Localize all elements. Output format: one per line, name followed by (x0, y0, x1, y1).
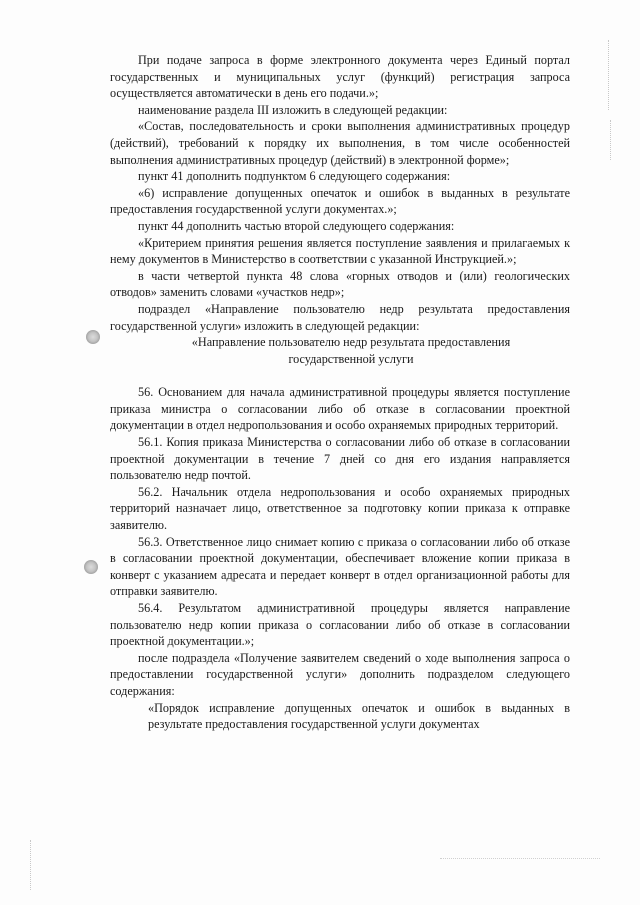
scan-edge-marks (30, 840, 32, 890)
scan-edge-marks (610, 120, 612, 160)
paragraph: 56.1. Копия приказа Министерства о согласовании либо об отказе в согласовании проектной документации в течение 7 дней со дня его издания направляется пользователю недр почтой. (110, 435, 570, 483)
paragraph: 56.4. Результатом административной процедуры является направление пользователю недр копии приказа о согласовании либо об отказе в согласовании проектной документации.»; (110, 601, 570, 649)
scan-edge-line (440, 858, 600, 860)
paragraph: пункт 41 дополнить подпунктом 6 следующего содержания: (138, 169, 451, 184)
paragraph: после подраздела «Получение заявителем сведений о ходе выполнения запроса о предоставлении государственной услуги» дополнить подразделом следующего содержания: (110, 650, 570, 698)
paragraph: 56.2. Начальник отдела недропользования и особо охраняемых природных территорий назначает лицо, ответственное за подготовку копии приказа к отправке заявителю. (110, 484, 570, 533)
paragraph: «Критерием принятия решения является поступление заявления и прилагаемых к нему документов в Министерство в соответствии с указанной Инструкцией.»; (110, 235, 570, 267)
scan-edge-marks (608, 40, 610, 110)
punch-hole-icon (86, 330, 100, 344)
paragraph: в части четвертой пункта 48 слова «горных отводов и (или) геологических отводов» заменить словами «участков недр»; (110, 268, 570, 300)
section-heading: «Порядок исправление допущенных опечаток и ошибок в выданных в результате предоставления государственной услуги документах (148, 700, 570, 732)
paragraph: При подаче запроса в форме электронного документа через Единый портал государственных и муниципальных услуг (функций) регистрация запроса осуществляется автоматически в день его подачи.»; (110, 53, 570, 101)
paragraph: 56. Основанием для начала административной процедуры является поступление приказа министра о согласовании либо об отказе в согласовании проектной документации в отдел недропользования и особо охраняемых природных территорий. (110, 385, 570, 433)
section-heading: «Направление пользователю недр результата предоставления государственной услуги (191, 335, 511, 366)
document-body (110, 52, 570, 733)
paragraph: «Состав, последовательность и сроки выполнения административных процедур (действий), требований к порядку их выполнения, в том числе особенностей выполнения административных процедур (действий) в электронной форме»; (110, 119, 570, 167)
punch-hole-icon (84, 560, 98, 574)
paragraph: пункт 44 дополнить частью второй следующего содержания: (138, 218, 455, 233)
paragraph: 56.3. Ответственное лицо снимает копию с приказа о согласовании либо об отказе в согласовании проектной документации, обеспечивает вложение копии приказа в конверт с указанием адресата и передает конверт в отдел организационной работы для отправки заявителю. (110, 534, 570, 599)
paragraph: наименование раздела III изложить в следующей редакции: (138, 102, 448, 117)
paragraph: «6) исправление допущенных опечаток и ошибок в выданных в результате предоставления государственной услуги документах.»; (110, 185, 570, 217)
paragraph: подраздел «Направление пользователю недр результата предоставления государственной услуги» изложить в следующей редакции: (110, 301, 570, 333)
